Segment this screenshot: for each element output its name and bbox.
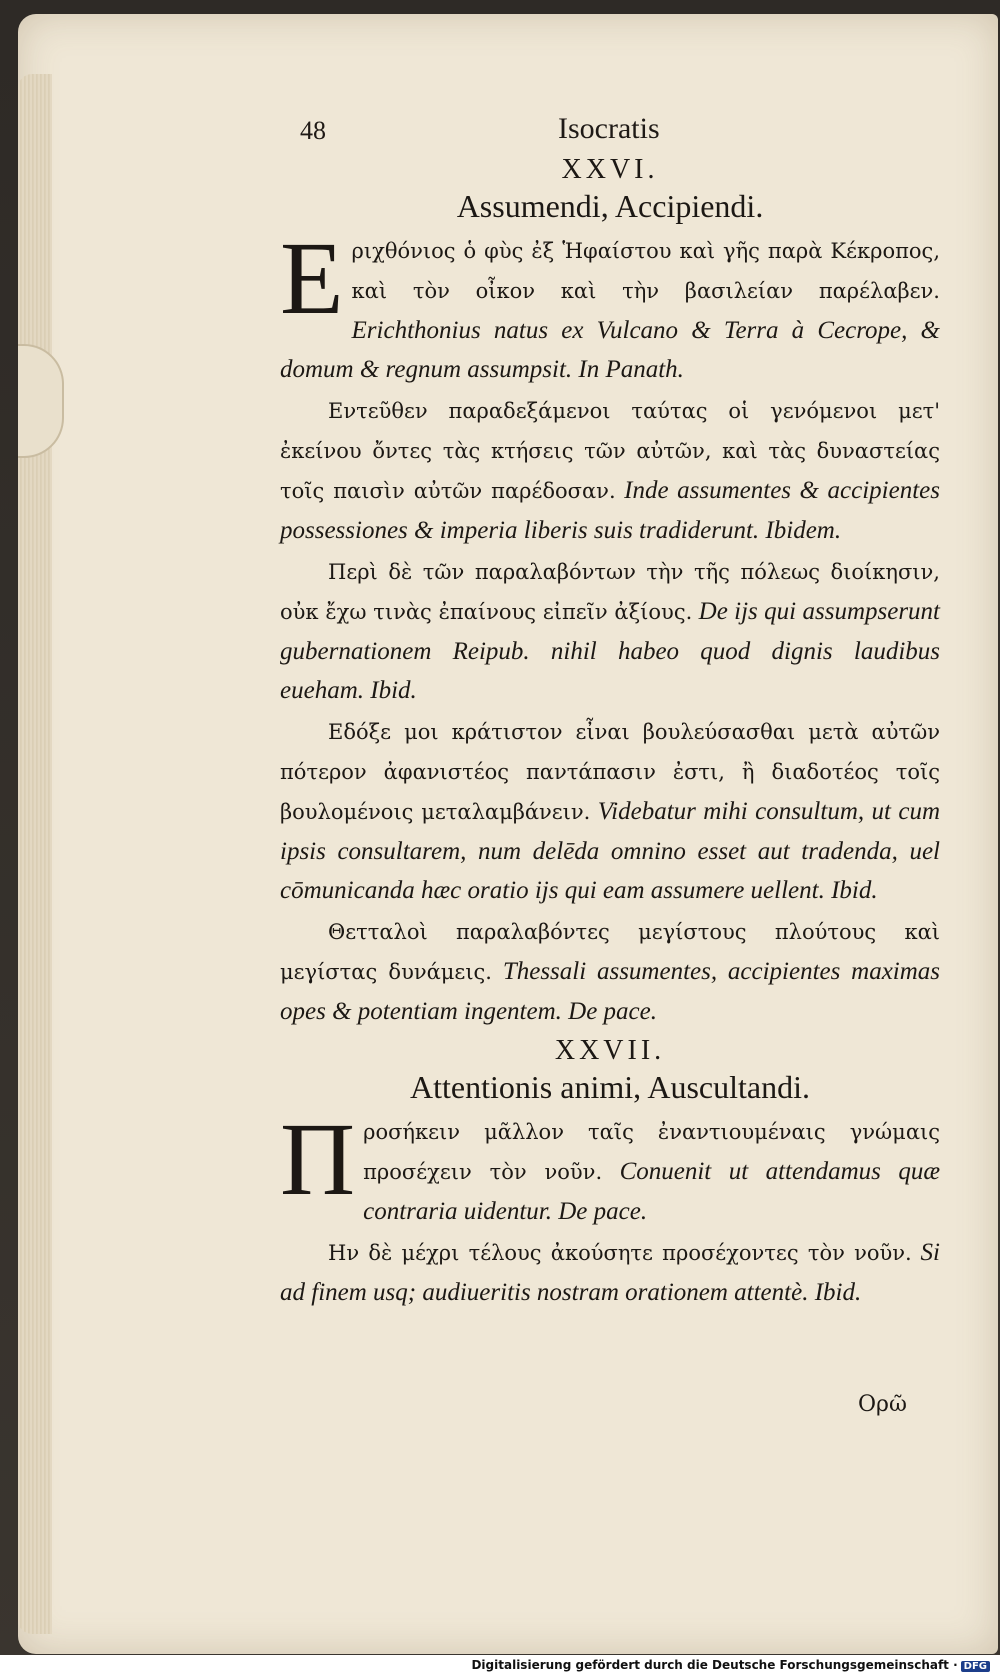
section-number: XXVII. xyxy=(554,1035,666,1066)
entry xyxy=(280,1233,940,1312)
greek-text: ριχθόνιος ὁ φὺς ἐξ Ἡφαίστου καὶ γῆς παρὰ Κέκροπος, καὶ τὸν οἶκον καὶ τὴν βασιλείαν παρέλαβεν. xyxy=(351,239,940,303)
latin-text: Videbatur mihi consultum, ut cum ipsis consultarem, num delēda omnino esset aut tradenda, uel cōmunicanda hæc oratio ijs qui eam assumere uellent. Ibid. xyxy=(280,798,940,904)
latin-text: Conuenit ut attendamus quæ contraria uidentur. De pace. xyxy=(363,1158,940,1225)
latin-text: De ijs qui assumpserunt gubernationem Reipub. nihil habeo quod dignis laudibus eueham. Ibid. xyxy=(280,598,940,704)
latin-text: Erichthonius natus ex Vulcano & Terra à Cecrope, & domum & regnum assumpsit. In Panath. xyxy=(280,317,940,383)
section-title: Attentionis animi, Auscultandi. xyxy=(410,1069,810,1105)
entry xyxy=(280,221,940,389)
entry xyxy=(280,552,940,710)
page-number: 48 xyxy=(300,116,326,145)
latin-text: Thessali assumentes, accipientes maximas opes & potentiam ingentem. De pace. xyxy=(280,958,941,1025)
greek-text: Περὶ δὲ τῶν παραλαβόντων τὴν τῆς πόλεως διοίκησιν, οὐκ ἔχω τινὰς ἐπαίνους εἰπεῖν ἀξίους. xyxy=(280,560,940,624)
catchword: Ορῶ xyxy=(858,1392,907,1417)
entry xyxy=(280,912,940,1031)
section-title: Assumendi, Accipiendi. xyxy=(456,188,764,224)
dfg-logo: DFG xyxy=(961,1661,990,1672)
latin-text: Inde assumentes & accipientes possessiones & imperia liberis suis tradiderunt. Ibidem. xyxy=(280,477,940,544)
page-body xyxy=(280,150,940,1314)
credit-text: Digitalisierung gefördert durch die Deutsche Forschungsgemeinschaft · xyxy=(471,1658,958,1672)
drop-capital: E xyxy=(280,221,344,336)
entry xyxy=(280,391,940,550)
footer-credit xyxy=(471,1658,990,1672)
greek-text: Εδόξε μοι κράτιστον εἶναι βουλεύσασθαι μετὰ αὐτῶν πότερον ἀφανιστέος παντάπασιν ἐστι, ἢ διαδοτέος τοῖς βουλομένοις μεταλαμβάνειν. xyxy=(280,720,940,824)
page-tab xyxy=(18,344,64,458)
entry xyxy=(280,712,940,910)
drop-capital: Π xyxy=(280,1102,356,1217)
latin-text: Si ad finem usq; audiueritis nostram orationem attentè. Ibid. xyxy=(280,1239,940,1306)
section-number: XXVI. xyxy=(561,154,659,185)
page-edge xyxy=(18,74,52,1634)
greek-text: Εντεῦθεν παραδεξάμενοι ταύτας οἱ γενόμενοι μετ' ἐκείνου ὄντες τὰς κτήσεις τῶν αὐτῶν, καὶ τὰς δυναστείας τοῖς παισὶν αὐτῶν παρέδοσαν. xyxy=(280,399,940,503)
greek-text: Θετταλοὶ παραλαβόντες μεγίστους πλούτους καὶ μεγίστας δυνάμεις. xyxy=(280,920,940,984)
greek-text: ροσήκειν μᾶλλον ταῖς ἐναντιουμέναις γνώμαις προσέχειν τὸν νοῦν. xyxy=(363,1120,940,1184)
greek-text: Ην δὲ μέχρι τέλους ἀκούσητε προσέχοντες τὸν νοῦν. xyxy=(328,1241,912,1265)
running-head: Isocratis xyxy=(558,112,660,145)
entry xyxy=(280,1102,940,1231)
